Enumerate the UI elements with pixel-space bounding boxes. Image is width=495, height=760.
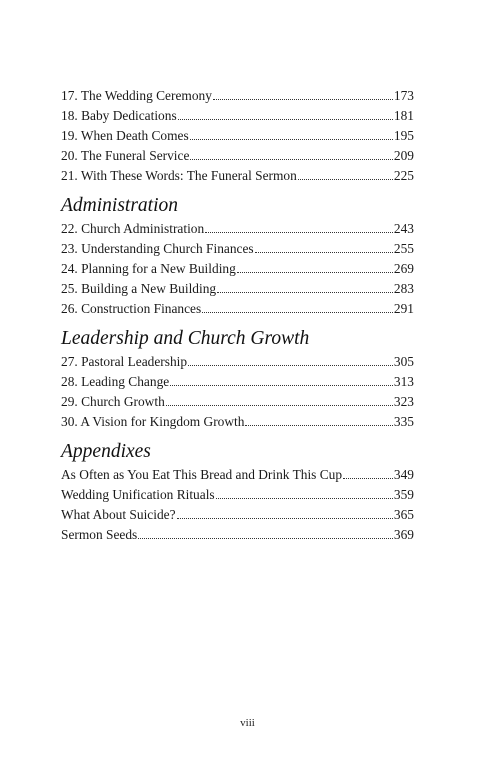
toc-entry-page: 243 [393,221,414,236]
dot-leader [213,99,393,100]
toc-entry-title: 27. Pastoral Leadership [61,354,188,369]
dot-leader [217,292,393,293]
toc-entry[interactable] [61,106,414,126]
toc-entry-page: 335 [393,414,414,429]
toc-entry-page: 305 [393,354,414,369]
dot-leader [216,498,393,499]
toc-entry-title: 21. With These Words: The Funeral Sermon [61,168,297,183]
table-of-contents [61,86,414,545]
toc-entry-title: 25. Building a New Building [61,281,217,296]
dot-leader [343,478,393,479]
toc-entry-title: 26. Construction Finances [61,301,202,316]
toc-entry[interactable] [61,126,414,146]
toc-entry[interactable] [61,239,414,259]
dot-leader [166,405,393,406]
toc-entry[interactable] [61,259,414,279]
page-number: viii [240,717,255,729]
section-heading: Appendixes [61,441,151,462]
toc-group-continued [61,86,414,186]
toc-entry[interactable] [61,279,414,299]
dot-leader [170,385,393,386]
toc-entry-page: 369 [393,527,414,542]
dot-leader [188,365,393,366]
toc-entry[interactable] [61,465,414,485]
toc-entry[interactable] [61,505,414,525]
toc-group-appendixes [61,441,414,545]
toc-entry-page: 349 [393,467,414,482]
toc-entry[interactable] [61,166,414,186]
toc-entry[interactable] [61,146,414,166]
dot-leader [202,312,393,313]
toc-entry-page: 181 [393,108,414,123]
toc-entry-title: 29. Church Growth [61,394,165,409]
dot-leader [190,139,393,140]
toc-entry[interactable] [61,299,414,319]
toc-entry-title: 18. Baby Dedications [61,108,177,123]
toc-entry-page: 195 [393,128,414,143]
toc-entry-page: 365 [393,507,414,522]
toc-entry-page: 283 [393,281,414,296]
toc-entry-title: 17. The Wedding Ceremony [61,88,212,103]
dot-leader [298,179,393,180]
section-heading: Administration [61,195,179,216]
dot-leader [190,159,392,160]
dot-leader [178,119,393,120]
toc-entry-page: 173 [393,88,414,103]
toc-entry[interactable] [61,525,414,545]
toc-entry-page: 269 [393,261,414,276]
toc-entry-title: 30. A Vision for Kingdom Growth [61,414,245,429]
toc-entry-title: 28. Leading Change [61,374,170,389]
toc-entry-title: Sermon Seeds [61,527,138,542]
toc-group-leadership [61,328,414,432]
toc-entry[interactable] [61,86,414,106]
dot-leader [245,425,392,426]
toc-entry-title: 19. When Death Comes [61,128,189,143]
dot-leader [138,538,393,539]
toc-entry-page: 209 [393,148,414,163]
dot-leader [205,232,393,233]
toc-entry[interactable] [61,485,414,505]
toc-entry[interactable] [61,219,414,239]
toc-entry-title: As Often as You Eat This Bread and Drink This Cup [61,467,343,482]
toc-entry-title: 23. Understanding Church Finances [61,241,254,256]
toc-entry[interactable] [61,372,414,392]
toc-entry-page: 359 [393,487,414,502]
toc-entry-title: 22. Church Administration [61,221,205,236]
toc-entry-page: 323 [393,394,414,409]
toc-entry-page: 291 [393,301,414,316]
toc-entry-title: 24. Planning for a New Building [61,261,236,276]
toc-entry-title: Wedding Unification Rituals [61,487,215,502]
dot-leader [255,252,393,253]
toc-entry[interactable] [61,392,414,412]
toc-entry-page: 313 [393,374,414,389]
toc-entry[interactable] [61,412,414,432]
toc-entry-title: 20. The Funeral Service [61,148,190,163]
toc-entry[interactable] [61,352,414,372]
dot-leader [177,518,393,519]
toc-entry-title: What About Suicide? [61,507,176,522]
toc-group-administration [61,195,414,319]
toc-entry-page: 255 [393,241,414,256]
section-heading: Leadership and Church Growth [61,328,310,349]
dot-leader [237,272,393,273]
toc-entry-page: 225 [393,168,414,183]
